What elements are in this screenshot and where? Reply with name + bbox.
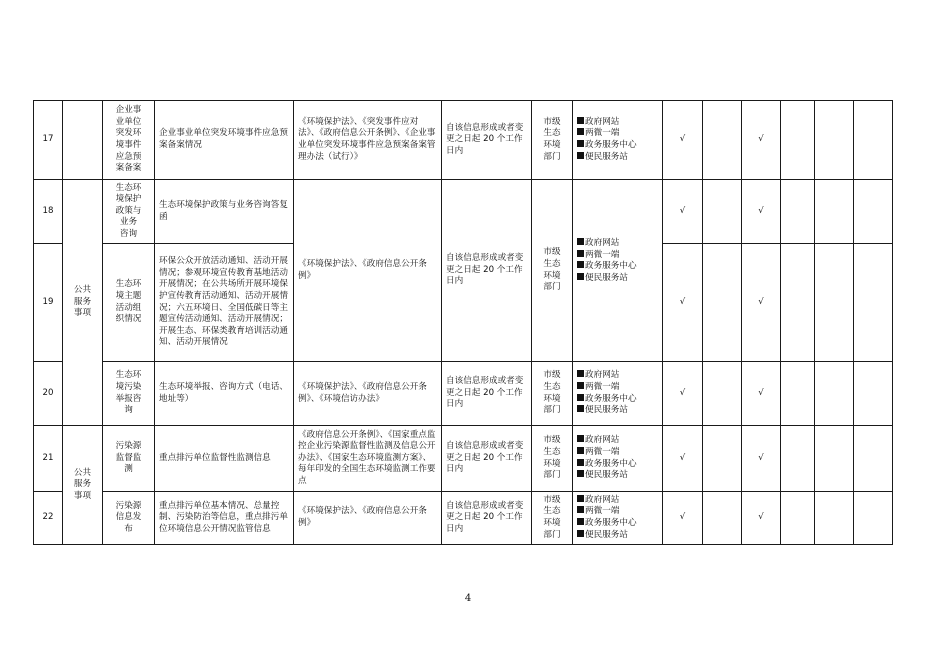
- channel-item: 两微一端: [577, 506, 658, 518]
- channel-item: 两微一端: [577, 250, 658, 262]
- page-number: 4: [464, 593, 472, 604]
- item-name: 污染源 监督监 测: [103, 426, 155, 492]
- empty-cell: [815, 101, 854, 180]
- filled-square-icon: [577, 470, 584, 477]
- disclosure-period: 自该信息形成或者变更之日起 20 个工作日内: [442, 426, 532, 492]
- item-name: 生态环 境主题 活动组 织情况: [103, 244, 155, 362]
- empty-cell: [703, 492, 742, 545]
- empty-cell: [815, 180, 854, 244]
- empty-cell: [854, 492, 893, 545]
- filled-square-icon: [577, 140, 584, 147]
- legal-basis: 《环境保护法》、《政府信息公开条例》: [294, 180, 442, 362]
- table-row: [34, 180, 893, 244]
- channel-item: 便民服务站: [577, 273, 658, 285]
- item-name: 生态环 境保护 政策与 业务 咨询: [103, 180, 155, 244]
- filled-square-icon: [577, 250, 584, 257]
- disclosure-channels: [573, 180, 663, 362]
- check-cell: √: [742, 180, 781, 244]
- channel-item: 政府网站: [577, 238, 658, 250]
- row-number: 20: [34, 362, 63, 426]
- check-cell: √: [742, 492, 781, 545]
- disclosure-period: 自该信息形成或者变更之日起 20 个工作日内: [442, 492, 532, 545]
- item-name: 污染源 信息发 布: [103, 492, 155, 545]
- table-body: [34, 101, 893, 545]
- empty-cell: [781, 244, 815, 362]
- disclosure-channels: [573, 362, 663, 426]
- item-text: 企业事: [115, 105, 142, 116]
- check-cell: √: [742, 362, 781, 426]
- legal-basis: 《环境保护法》、《突发事件应对法》、《政府信息公开条例》、《企业事业单位突发环境事件应急预案备案管理办法（试行）》: [294, 101, 442, 180]
- filled-square-icon: [577, 459, 584, 466]
- check-cell: √: [663, 101, 703, 180]
- disclosure-channels: [573, 492, 663, 545]
- channel-item: 便民服务站: [577, 152, 658, 164]
- filled-square-icon: [577, 273, 584, 280]
- empty-cell: [703, 101, 742, 180]
- filled-square-icon: [577, 152, 584, 159]
- disclosure-content: 重点排污单位监督性监测信息: [155, 426, 294, 492]
- filled-square-icon: [577, 117, 584, 124]
- empty-cell: [815, 362, 854, 426]
- responsible-dept: 市级 生态 环境 部门: [532, 426, 573, 492]
- empty-cell: [781, 362, 815, 426]
- empty-cell: [781, 492, 815, 545]
- responsible-dept: 市级 生态 环境 部门: [532, 101, 573, 180]
- service-category: 公共 服务 事项: [63, 180, 103, 426]
- filled-square-icon: [577, 238, 584, 245]
- legal-basis: 《环境保护法》、《政府信息公开条例》、《环境信访办法》: [294, 362, 442, 426]
- legal-basis: 《环境保护法》、《政府信息公开条例》: [294, 492, 442, 545]
- check-cell: √: [663, 426, 703, 492]
- category-cell-empty: [63, 101, 103, 180]
- row-number: 18: [34, 180, 63, 244]
- empty-cell: [781, 180, 815, 244]
- filled-square-icon: [577, 128, 584, 135]
- responsible-dept: 市级 生态 环境 部门: [532, 362, 573, 426]
- empty-cell: [854, 426, 893, 492]
- check-cell: √: [742, 426, 781, 492]
- empty-cell: [854, 244, 893, 362]
- filled-square-icon: [577, 435, 584, 442]
- empty-cell: [815, 492, 854, 545]
- check-cell: √: [742, 101, 781, 180]
- empty-cell: [854, 101, 893, 180]
- responsible-dept: 市级 生态 环境 部门: [532, 180, 573, 362]
- check-cell: √: [663, 362, 703, 426]
- disclosure-period: 自该信息形成或者变更之日起 20 个工作日内: [442, 180, 532, 362]
- disclosure-table: [33, 100, 893, 545]
- table-row: [34, 101, 893, 180]
- empty-cell: [854, 362, 893, 426]
- channel-item: 两微一端: [577, 128, 658, 140]
- filled-square-icon: [577, 530, 584, 537]
- channel-item: 便民服务站: [577, 405, 658, 417]
- empty-cell: [781, 101, 815, 180]
- filled-square-icon: [577, 405, 584, 412]
- legal-basis: 《政府信息公开条例》、《国家重点监控企业污染源监督性监测及信息公开办法》、《国家生态环境监测方案》、每年印发的全国生态环境监测工作要点: [294, 426, 442, 492]
- channel-item: 政务服务中心: [577, 518, 658, 530]
- filled-square-icon: [577, 261, 584, 268]
- channel-item: 两微一端: [577, 382, 658, 394]
- channel-item: 政府网站: [577, 435, 658, 447]
- filled-square-icon: [577, 447, 584, 454]
- disclosure-channels: [573, 101, 663, 180]
- check-cell: √: [742, 244, 781, 362]
- channel-item: 政府网站: [577, 495, 658, 507]
- filled-square-icon: [577, 382, 584, 389]
- table-row: [34, 492, 893, 545]
- check-cell: √: [663, 180, 703, 244]
- channel-item: 政务服务中心: [577, 140, 658, 152]
- disclosure-channels: [573, 426, 663, 492]
- empty-cell: [703, 244, 742, 362]
- channel-item: 便民服务站: [577, 530, 658, 542]
- row-number: 21: [34, 426, 63, 492]
- service-category: 公共 服务 事项: [63, 426, 103, 545]
- channel-item: 便民服务站: [577, 470, 658, 482]
- disclosure-content: 企业事业单位突发环境事件应急预案备案情况: [155, 101, 294, 180]
- row-number: 22: [34, 492, 63, 545]
- item-name: 企业事 业单位 突发环 境事件 应急预 案备案: [103, 101, 155, 180]
- disclosure-content: 生态环境举报、咨询方式（电话、地址等）: [155, 362, 294, 426]
- disclosure-content: 重点排污单位基本情况、总量控制、污染防治等信息，重点排污单位环境信息公开情况监管信息: [155, 492, 294, 545]
- item-name: 生态环 境污染 举报咨 询: [103, 362, 155, 426]
- channel-item: 政府网站: [577, 117, 658, 129]
- table-row: [34, 426, 893, 492]
- filled-square-icon: [577, 495, 584, 502]
- channel-item: 政务服务中心: [577, 261, 658, 273]
- row-number: 19: [34, 244, 63, 362]
- channel-item: 政务服务中心: [577, 459, 658, 471]
- channel-item: 政务服务中心: [577, 394, 658, 406]
- empty-cell: [703, 362, 742, 426]
- row-number: 17: [34, 101, 63, 180]
- table-row: [34, 362, 893, 426]
- responsible-dept: 市级 生态 环境 部门: [532, 492, 573, 545]
- check-cell: √: [663, 492, 703, 545]
- disclosure-period: 自该信息形成或者变更之日起 20 个工作日内: [442, 362, 532, 426]
- disclosure-period: 自该信息形成或者变更之日起 20 个工作日内: [442, 101, 532, 180]
- empty-cell: [815, 244, 854, 362]
- empty-cell: [703, 426, 742, 492]
- disclosure-content: 环保公众开放活动通知、活动开展情况；参观环境宣传教育基地活动开展情况；在公共场所开展环境保护宣传教育活动通知、活动开展情况；六五环境日、全国低碳日等主题宣传活动通知、活动开展情况；开展生态、环保类教育培训活动通知、活动开展情况: [155, 244, 294, 362]
- filled-square-icon: [577, 506, 584, 513]
- empty-cell: [815, 426, 854, 492]
- channel-item: 两微一端: [577, 447, 658, 459]
- channel-item: 政府网站: [577, 370, 658, 382]
- check-cell: √: [663, 244, 703, 362]
- filled-square-icon: [577, 518, 584, 525]
- disclosure-content: 生态环境保护政策与业务咨询答复函: [155, 180, 294, 244]
- filled-square-icon: [577, 370, 584, 377]
- filled-square-icon: [577, 394, 584, 401]
- empty-cell: [854, 180, 893, 244]
- empty-cell: [781, 426, 815, 492]
- empty-cell: [703, 180, 742, 244]
